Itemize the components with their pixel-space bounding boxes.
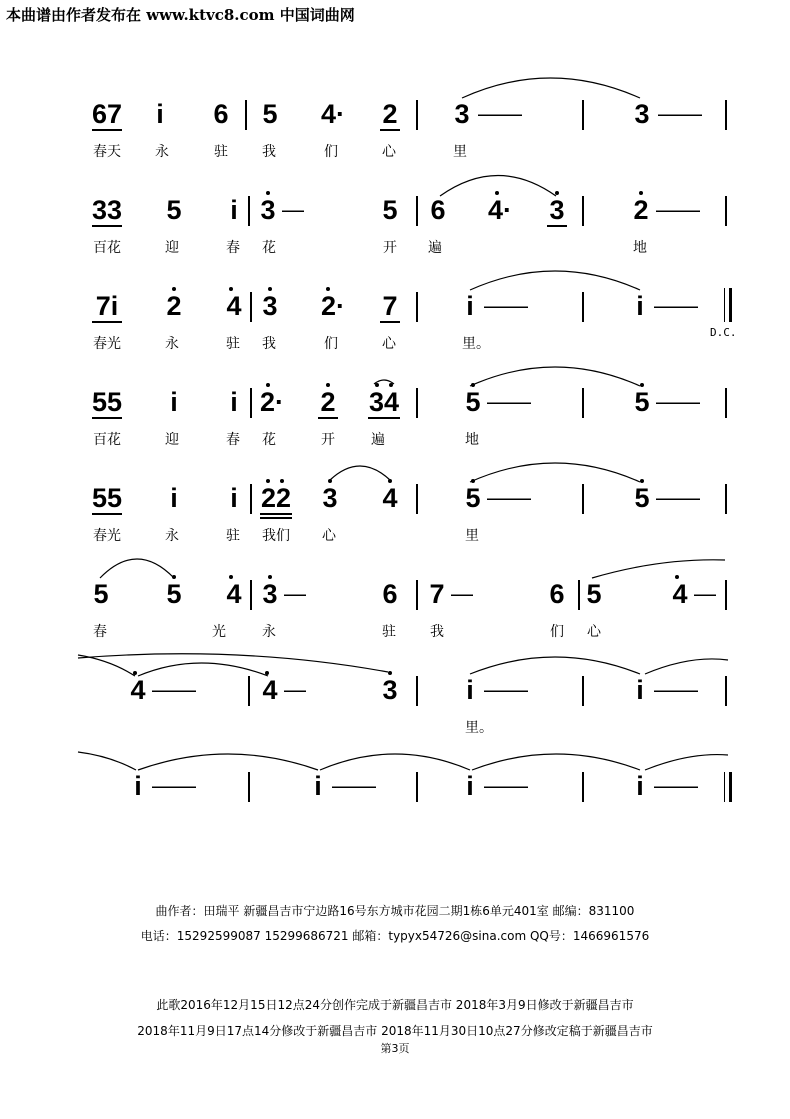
dash: — — [284, 581, 306, 606]
barline — [416, 772, 418, 802]
note: 3 — [454, 99, 470, 129]
lyric: 百花 — [93, 240, 121, 256]
lyric: 迎 — [165, 432, 179, 448]
barline — [416, 676, 418, 706]
barline — [582, 484, 584, 514]
dash: — — [694, 581, 716, 606]
barline — [582, 772, 584, 802]
note: 6 — [382, 579, 398, 609]
dash: —— — [656, 197, 700, 222]
lyric: 遍 — [371, 432, 385, 448]
lyric: 永 — [165, 528, 179, 544]
lyric: 驻 — [382, 624, 396, 640]
note: 7 — [382, 291, 398, 321]
note: 4 — [130, 675, 146, 705]
underline — [92, 417, 122, 419]
lyric: 春 — [226, 240, 240, 256]
note: 4 — [672, 579, 688, 609]
dash: —— — [152, 773, 196, 798]
final-barline — [729, 288, 732, 322]
octave-dot — [133, 671, 137, 675]
octave-dot — [326, 287, 330, 291]
lyric: 驻 — [226, 528, 240, 544]
composer-info: 曲作者：田瑞平 新疆昌吉市宁边路16号东方城市花园二期1栋6单元401室 邮编：831100 — [155, 904, 635, 918]
octave-dot — [388, 671, 392, 675]
lyric: 我 — [262, 336, 276, 352]
note: i — [636, 675, 644, 705]
lyric: 地 — [633, 240, 647, 256]
note: 3 — [382, 675, 398, 705]
note: i — [636, 771, 644, 801]
barline — [582, 388, 584, 418]
barline — [725, 484, 727, 514]
lyric: 心 — [382, 144, 396, 160]
note: 2· — [259, 387, 285, 417]
note: 3 — [634, 99, 650, 129]
note: 3 — [322, 483, 338, 513]
lyric: 地 — [465, 432, 479, 448]
dash: —— — [484, 677, 528, 702]
barline — [416, 196, 418, 226]
note: 55 — [91, 387, 123, 417]
note: 6 — [549, 579, 565, 609]
underline — [380, 129, 400, 131]
note: 67 — [91, 99, 123, 129]
octave-dot — [675, 575, 679, 579]
note: 33 — [91, 195, 123, 225]
underline — [368, 417, 400, 419]
lyric: 永 — [155, 144, 169, 160]
lyric: 心 — [382, 336, 396, 352]
barline — [250, 292, 252, 322]
note: 5 — [465, 387, 481, 417]
barline — [416, 580, 418, 610]
lyric: 驻 — [226, 336, 240, 352]
dash: —— — [478, 101, 522, 126]
note: 55 — [91, 483, 123, 513]
octave-dot — [268, 575, 272, 579]
final-barline-thin — [724, 288, 725, 322]
note: 5 — [634, 387, 650, 417]
note: 5 — [465, 483, 481, 513]
underline — [547, 225, 567, 227]
underline — [92, 225, 122, 227]
note: i — [466, 291, 474, 321]
lyric: 永 — [262, 624, 276, 640]
octave-dot — [388, 479, 392, 483]
note: 22 — [260, 483, 292, 513]
lyric: 们 — [324, 144, 338, 160]
barline — [248, 676, 250, 706]
lyric: 们 — [324, 336, 338, 352]
note: 2· — [320, 291, 346, 321]
dash: —— — [654, 293, 698, 318]
lyric: 永 — [165, 336, 179, 352]
octave-dot — [229, 287, 233, 291]
lyric: 光 — [212, 624, 226, 640]
revision-note: 2018年11月9日17点14分修改于新疆昌吉市 2018年11月30日10点27分修改定稿于新疆昌吉市 — [137, 1024, 653, 1038]
dash: —— — [658, 101, 702, 126]
note: i — [466, 771, 474, 801]
octave-dot — [640, 383, 644, 387]
note: 2 — [382, 99, 398, 129]
lyric: 里 — [465, 528, 479, 544]
barline — [725, 100, 727, 130]
note: i — [636, 291, 644, 321]
barline — [582, 100, 584, 130]
note: i — [134, 771, 142, 801]
dash: —— — [332, 773, 376, 798]
lyric: 里 — [453, 144, 467, 160]
note: 4 — [226, 291, 242, 321]
dash: — — [451, 581, 473, 606]
lyric: 里。 — [462, 336, 490, 352]
lyric: 花 — [262, 240, 276, 256]
octave-dot — [265, 671, 269, 675]
octave-dot — [326, 383, 330, 387]
note: 5 — [634, 483, 650, 513]
lyric: 迎 — [165, 240, 179, 256]
barline — [248, 196, 250, 226]
octave-dot — [268, 287, 272, 291]
octave-dot — [266, 383, 270, 387]
note: 2 — [166, 291, 182, 321]
octave-dot — [266, 191, 270, 195]
barline — [248, 772, 250, 802]
barline — [250, 388, 252, 418]
lyric: 花 — [262, 432, 276, 448]
note: 2 — [633, 195, 649, 225]
note: 3 — [262, 291, 278, 321]
creation-note: 此歌2016年12月15日12点24分创作完成于新疆昌吉市 2018年3月9日修改于新疆昌吉市 — [156, 998, 634, 1012]
dash: — — [282, 197, 304, 222]
octave-dot — [389, 383, 393, 387]
octave-dot — [639, 191, 643, 195]
note: 3 — [260, 195, 276, 225]
lyric: 心 — [322, 528, 336, 544]
dash: —— — [656, 485, 700, 510]
lyric: 遍 — [428, 240, 442, 256]
note: i — [170, 387, 178, 417]
lyric: 驻 — [214, 144, 228, 160]
note: 4 — [262, 675, 278, 705]
lyric: 我们 — [262, 528, 290, 544]
note: 7 — [429, 579, 445, 609]
dash: —— — [654, 773, 698, 798]
note: i — [230, 195, 238, 225]
dc-mark: D.C. — [710, 326, 737, 339]
barline — [416, 100, 418, 130]
octave-dot — [640, 479, 644, 483]
note: i — [466, 675, 474, 705]
note: 5 — [586, 579, 602, 609]
dash: —— — [487, 389, 531, 414]
dash: —— — [487, 485, 531, 510]
note: 3 — [262, 579, 278, 609]
barline — [416, 388, 418, 418]
underline — [92, 129, 122, 131]
octave-dot — [266, 479, 270, 483]
barline — [582, 292, 584, 322]
barline — [250, 580, 252, 610]
lyric: 里。 — [465, 720, 493, 736]
barline — [416, 484, 418, 514]
note: 5 — [93, 579, 109, 609]
octave-dot — [555, 191, 559, 195]
octave-dot — [495, 191, 499, 195]
octave-dot — [375, 383, 379, 387]
octave-dot — [471, 383, 475, 387]
final-barline-thin — [724, 772, 725, 802]
lyric: 们 — [550, 624, 564, 640]
dash: —— — [656, 389, 700, 414]
note: 4 — [226, 579, 242, 609]
note: 5 — [166, 195, 182, 225]
barline — [416, 292, 418, 322]
lyric: 春天 — [93, 144, 121, 160]
lyric: 百花 — [93, 432, 121, 448]
barline — [725, 388, 727, 418]
note: 5 — [166, 579, 182, 609]
octave-dot — [471, 479, 475, 483]
lyric: 开 — [383, 240, 397, 256]
note: i — [314, 771, 322, 801]
octave-dot — [172, 575, 176, 579]
dash: —— — [484, 293, 528, 318]
barline — [725, 196, 727, 226]
barline — [582, 676, 584, 706]
note: 4· — [487, 195, 513, 225]
note: 6 — [213, 99, 229, 129]
lyric: 春 — [226, 432, 240, 448]
dash: — — [284, 677, 306, 702]
final-barline — [729, 772, 732, 802]
note: 2 — [320, 387, 336, 417]
lyric: 心 — [587, 624, 601, 640]
lyric: 开 — [321, 432, 335, 448]
note: 5 — [262, 99, 278, 129]
octave-dot — [172, 287, 176, 291]
underline — [260, 517, 292, 519]
barline — [725, 580, 727, 610]
underline — [318, 417, 338, 419]
note: i — [230, 483, 238, 513]
note: 6 — [430, 195, 446, 225]
lyric: 春光 — [93, 336, 121, 352]
note: i — [156, 99, 164, 129]
contact-info: 电话：15292599087 15299686721 邮箱：typyx54726@sina.com QQ号：1466961576 — [140, 929, 650, 943]
note: 5 — [382, 195, 398, 225]
underline — [380, 321, 400, 323]
lyric: 我 — [262, 144, 276, 160]
note: 3 — [549, 195, 565, 225]
underline — [92, 513, 122, 515]
underline — [260, 513, 292, 515]
barline — [578, 580, 580, 610]
underline — [92, 321, 122, 323]
source-header: 本曲谱由作者发布在 www.ktvc8.com 中国词曲网 — [6, 6, 355, 24]
dash: —— — [654, 677, 698, 702]
note: i — [230, 387, 238, 417]
dash: —— — [484, 773, 528, 798]
barline — [250, 484, 252, 514]
dash: —— — [152, 677, 196, 702]
note: 4· — [320, 99, 346, 129]
lyric: 我 — [430, 624, 444, 640]
note: 34 — [368, 387, 400, 417]
note: 4 — [382, 483, 398, 513]
octave-dot — [280, 479, 284, 483]
barline — [245, 100, 247, 130]
octave-dot — [328, 479, 332, 483]
lyric: 春 — [93, 624, 107, 640]
octave-dot — [229, 575, 233, 579]
note: i — [170, 483, 178, 513]
barline — [725, 676, 727, 706]
barline — [582, 196, 584, 226]
note: 7i — [95, 291, 119, 321]
page-number: 第3页 — [380, 1042, 410, 1055]
lyric: 春光 — [93, 528, 121, 544]
